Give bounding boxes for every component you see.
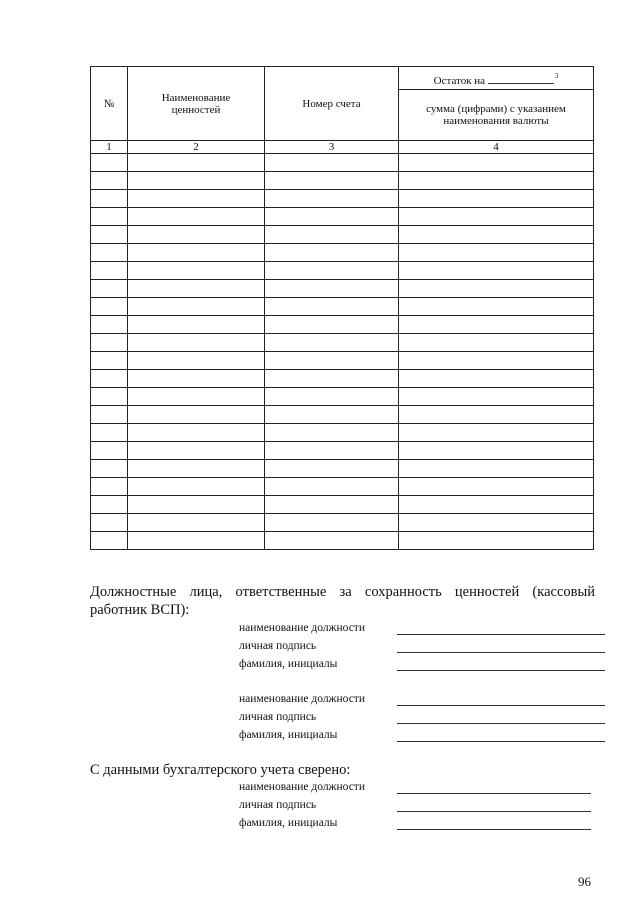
responsible-name-line[interactable] (397, 670, 605, 671)
table-cell[interactable] (128, 172, 265, 190)
table-cell[interactable] (91, 154, 128, 172)
table-cell[interactable] (265, 208, 399, 226)
responsible-persons-heading: Должностные лица, ответственные за сохранность ценностей (кассовый работник ВСП): (90, 584, 595, 618)
table-row (91, 370, 594, 388)
table-cell[interactable] (265, 442, 399, 460)
table-row (91, 280, 594, 298)
table-cell[interactable] (128, 370, 265, 388)
table-cell[interactable] (265, 244, 399, 262)
column-number-row (91, 141, 594, 154)
table-cell[interactable] (91, 208, 128, 226)
table-cell[interactable] (91, 334, 128, 352)
table-row (91, 496, 594, 514)
column-number-2: 2 (128, 141, 265, 154)
table-cell[interactable] (128, 442, 265, 460)
table-cell[interactable] (91, 172, 128, 190)
table-row (91, 172, 594, 190)
table-cell[interactable] (399, 244, 594, 262)
table-cell[interactable] (128, 244, 265, 262)
reconciliation-position-line[interactable] (397, 793, 591, 794)
table-cell[interactable] (91, 226, 128, 244)
column-number-1: 1 (91, 141, 128, 154)
reconciliation-name-line[interactable] (397, 829, 591, 830)
table-cell[interactable] (128, 424, 265, 442)
table-row (91, 334, 594, 352)
table-cell[interactable] (265, 424, 399, 442)
table-cell[interactable] (91, 478, 128, 496)
table-cell[interactable] (265, 154, 399, 172)
responsible-name-label: фамилия, инициалы (239, 658, 338, 670)
table-cell[interactable] (399, 460, 594, 478)
responsible2-signature-line[interactable] (397, 723, 605, 724)
header-number: № (91, 67, 128, 141)
table-cell[interactable] (265, 334, 399, 352)
table-cell[interactable] (128, 190, 265, 208)
table-cell[interactable] (399, 424, 594, 442)
table-cell[interactable] (91, 316, 128, 334)
header-balance-date (399, 67, 594, 90)
responsible-signature-line[interactable] (397, 652, 605, 653)
column-number-4: 4 (399, 141, 594, 154)
responsible2-signature-label: личная подпись (239, 711, 317, 723)
table-cell[interactable] (265, 514, 399, 532)
table-cell[interactable] (265, 172, 399, 190)
table-cell[interactable] (91, 190, 128, 208)
valuables-table (90, 66, 594, 550)
table-cell[interactable] (128, 334, 265, 352)
table-row (91, 514, 594, 532)
table-cell[interactable] (399, 532, 594, 550)
table-cell[interactable] (128, 208, 265, 226)
reconciliation-heading: С данными бухгалтерского учета сверено: (90, 762, 351, 778)
footnote-marker: 3 (554, 71, 559, 80)
table-cell[interactable] (265, 262, 399, 280)
table-cell[interactable] (399, 316, 594, 334)
table-cell[interactable] (128, 316, 265, 334)
table-cell[interactable] (399, 280, 594, 298)
table-cell[interactable] (91, 406, 128, 424)
balance-date-blank (488, 74, 554, 84)
header-amount (399, 90, 594, 141)
table-row (91, 442, 594, 460)
table-cell[interactable] (265, 496, 399, 514)
responsible-position-line[interactable] (397, 634, 605, 635)
table-row (91, 316, 594, 334)
table-row (91, 424, 594, 442)
table-cell[interactable] (91, 262, 128, 280)
header-amount-text: сумма (цифрами) с указанием наименования валюты (426, 103, 566, 127)
table-cell[interactable] (128, 532, 265, 550)
table-cell[interactable] (265, 406, 399, 424)
table-cell[interactable] (265, 316, 399, 334)
table-cell[interactable] (128, 496, 265, 514)
table-cell[interactable] (265, 388, 399, 406)
table-cell[interactable] (91, 388, 128, 406)
table-cell[interactable] (399, 334, 594, 352)
table-cell[interactable] (91, 370, 128, 388)
table-cell[interactable] (265, 460, 399, 478)
table-cell[interactable] (91, 298, 128, 316)
table-row (91, 298, 594, 316)
responsible2-position-line[interactable] (397, 705, 605, 706)
responsible-signature-label: личная подпись (239, 640, 317, 652)
table-cell[interactable] (128, 388, 265, 406)
table-cell[interactable] (91, 280, 128, 298)
table-cell[interactable] (399, 514, 594, 532)
table-cell[interactable] (128, 352, 265, 370)
reconciliation-signature-label: личная подпись (239, 799, 317, 811)
table-cell[interactable] (91, 532, 128, 550)
table-row (91, 190, 594, 208)
table-cell[interactable] (399, 226, 594, 244)
reconciliation-position-label: наименование должности (239, 781, 365, 793)
table-row (91, 352, 594, 370)
table-cell[interactable] (265, 532, 399, 550)
table-cell[interactable] (128, 298, 265, 316)
table-cell[interactable] (399, 190, 594, 208)
reconciliation-signature-line[interactable] (397, 811, 591, 812)
table-cell[interactable] (91, 460, 128, 478)
header-balance-prefix: Остаток на (433, 74, 486, 87)
table-cell[interactable] (128, 280, 265, 298)
table-cell[interactable] (399, 154, 594, 172)
table-cell[interactable] (265, 478, 399, 496)
header-valuables-name-text: Наименование ценностей (161, 91, 231, 116)
table-cell[interactable] (399, 406, 594, 424)
responsible2-name-line[interactable] (397, 741, 605, 742)
table-cell[interactable] (91, 244, 128, 262)
table-row (91, 208, 594, 226)
table-row (91, 226, 594, 244)
table-cell[interactable] (399, 352, 594, 370)
table-cell[interactable] (128, 262, 265, 280)
column-number-3: 3 (265, 141, 399, 154)
table-row (91, 532, 594, 550)
table-cell[interactable] (91, 352, 128, 370)
header-valuables-name (128, 67, 265, 141)
table-cell[interactable] (128, 514, 265, 532)
table-cell[interactable] (399, 172, 594, 190)
table-cell[interactable] (265, 226, 399, 244)
table-cell[interactable] (399, 262, 594, 280)
table-cell[interactable] (91, 514, 128, 532)
table-cell[interactable] (265, 370, 399, 388)
table-cell[interactable] (265, 298, 399, 316)
responsible2-position-label: наименование должности (239, 693, 365, 705)
table-cell[interactable] (399, 478, 594, 496)
table-row (91, 406, 594, 424)
table-cell[interactable] (399, 496, 594, 514)
table-row (91, 244, 594, 262)
table-cell[interactable] (128, 478, 265, 496)
table-cell[interactable] (265, 280, 399, 298)
table-row (91, 262, 594, 280)
table-row (91, 478, 594, 496)
header-account-number: Номер счета (265, 67, 399, 141)
responsible2-name-label: фамилия, инициалы (239, 729, 338, 741)
table-cell[interactable] (128, 226, 265, 244)
table-row (91, 460, 594, 478)
table-cell[interactable] (399, 442, 594, 460)
table-cell[interactable] (399, 208, 594, 226)
table-cell[interactable] (91, 442, 128, 460)
table-cell[interactable] (91, 424, 128, 442)
table-cell[interactable] (91, 496, 128, 514)
table-cell[interactable] (399, 298, 594, 316)
table-cell[interactable] (128, 460, 265, 478)
responsible-position-label: наименование должности (239, 622, 365, 634)
table-row (91, 154, 594, 172)
table-header-row (91, 67, 594, 90)
table-cell[interactable] (128, 406, 265, 424)
table-cell[interactable] (399, 388, 594, 406)
reconciliation-name-label: фамилия, инициалы (239, 817, 338, 829)
page-number: 96 (578, 874, 591, 889)
table-cell[interactable] (265, 190, 399, 208)
table-cell[interactable] (399, 370, 594, 388)
table-row (91, 388, 594, 406)
table-cell[interactable] (265, 352, 399, 370)
table-cell[interactable] (128, 154, 265, 172)
